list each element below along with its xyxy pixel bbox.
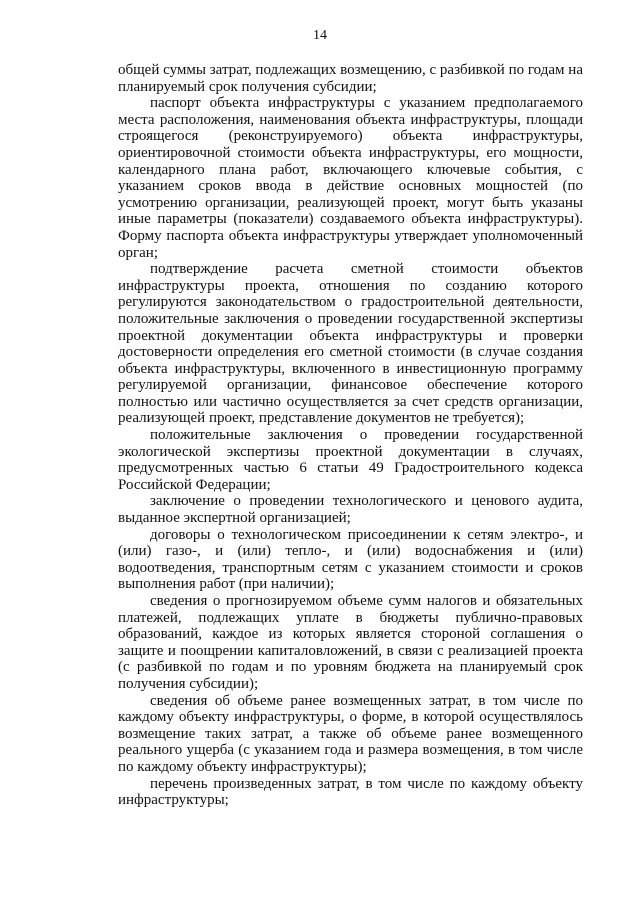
document-paragraph: перечень произведенных затрат, в том числе по каждому объекту инфраструктуры; bbox=[118, 775, 583, 809]
document-paragraph: положительные заключения о проведении государственной экологической экспертизы проектной документации в случаях, предусмотренных частью 6 статьи 49 Градостроительного кодекса Российской Федерации; bbox=[118, 427, 583, 493]
document-body bbox=[118, 62, 583, 809]
document-paragraph: сведения о прогнозируемом объеме сумм налогов и обязательных платежей, подлежащих уплате в бюджеты публично-правовых образований, каждое из которых является стороной соглашения о защите и поощрении капиталовложений, в связи с реализацией проекта (с разбивкой по годам и по уровням бюджета на планируемый срок получения субсидии); bbox=[118, 593, 583, 692]
document-paragraph: подтверждение расчета сметной стоимости объектов инфраструктуры проекта, отношения по созданию которого регулируются законодательством о градостроительной деятельности, положительные заключения о проведении государственной экспертизы проектной документации объекта инфраструктуры и проверки достоверности определения его сметной стоимости (в случае создания объекта инфраструктуры, включенного в инвестиционную программу регулируемой организации, финансовое обеспечение которого полностью или частично осуществляется за счет средств организации, реализующей проект, представление документов не требуется); bbox=[118, 261, 583, 427]
document-paragraph: общей суммы затрат, подлежащих возмещению, с разбивкой по годам на планируемый срок получения субсидии; bbox=[118, 62, 583, 95]
document-paragraph: паспорт объекта инфраструктуры с указанием предполагаемого места расположения, наименования объекта инфраструктуры, площади строящегося (реконструируемого) объекта инфраструктуры, ориентировочной стоимости объекта инфраструктуры, его мощности, календарного плана работ, включающего ключевые события, с указанием сроков ввода в действие основных мощностей (по усмотрению организации, реализующей проект, могут быть указаны иные параметры (показатели) создаваемого объекта инфраструктуры). Форму паспорта объекта инфраструктуры утверждает уполномоченный орган; bbox=[118, 95, 583, 261]
document-paragraph: договоры о технологическом присоединении к сетям электро-, и (или) газо-, и (или) тепло-, и (или) водоснабжения и (или) водоотведения, транспортным сетям с указанием стоимости и сроков выполнения работ (при наличии); bbox=[118, 526, 583, 593]
document-paragraph: сведения об объеме ранее возмещенных затрат, в том числе по каждому объекту инфраструктуры, о форме, в которой осуществлялось возмещение таких затрат, а также об объеме ранее возмещенного реального ущерба (с указанием года и размера возмещения, в том числе по каждому объекту инфраструктуры); bbox=[118, 692, 583, 775]
document-paragraph: заключение о проведении технологического и ценового аудита, выданное экспертной организацией; bbox=[118, 493, 583, 527]
page-number: 14 bbox=[313, 28, 327, 43]
